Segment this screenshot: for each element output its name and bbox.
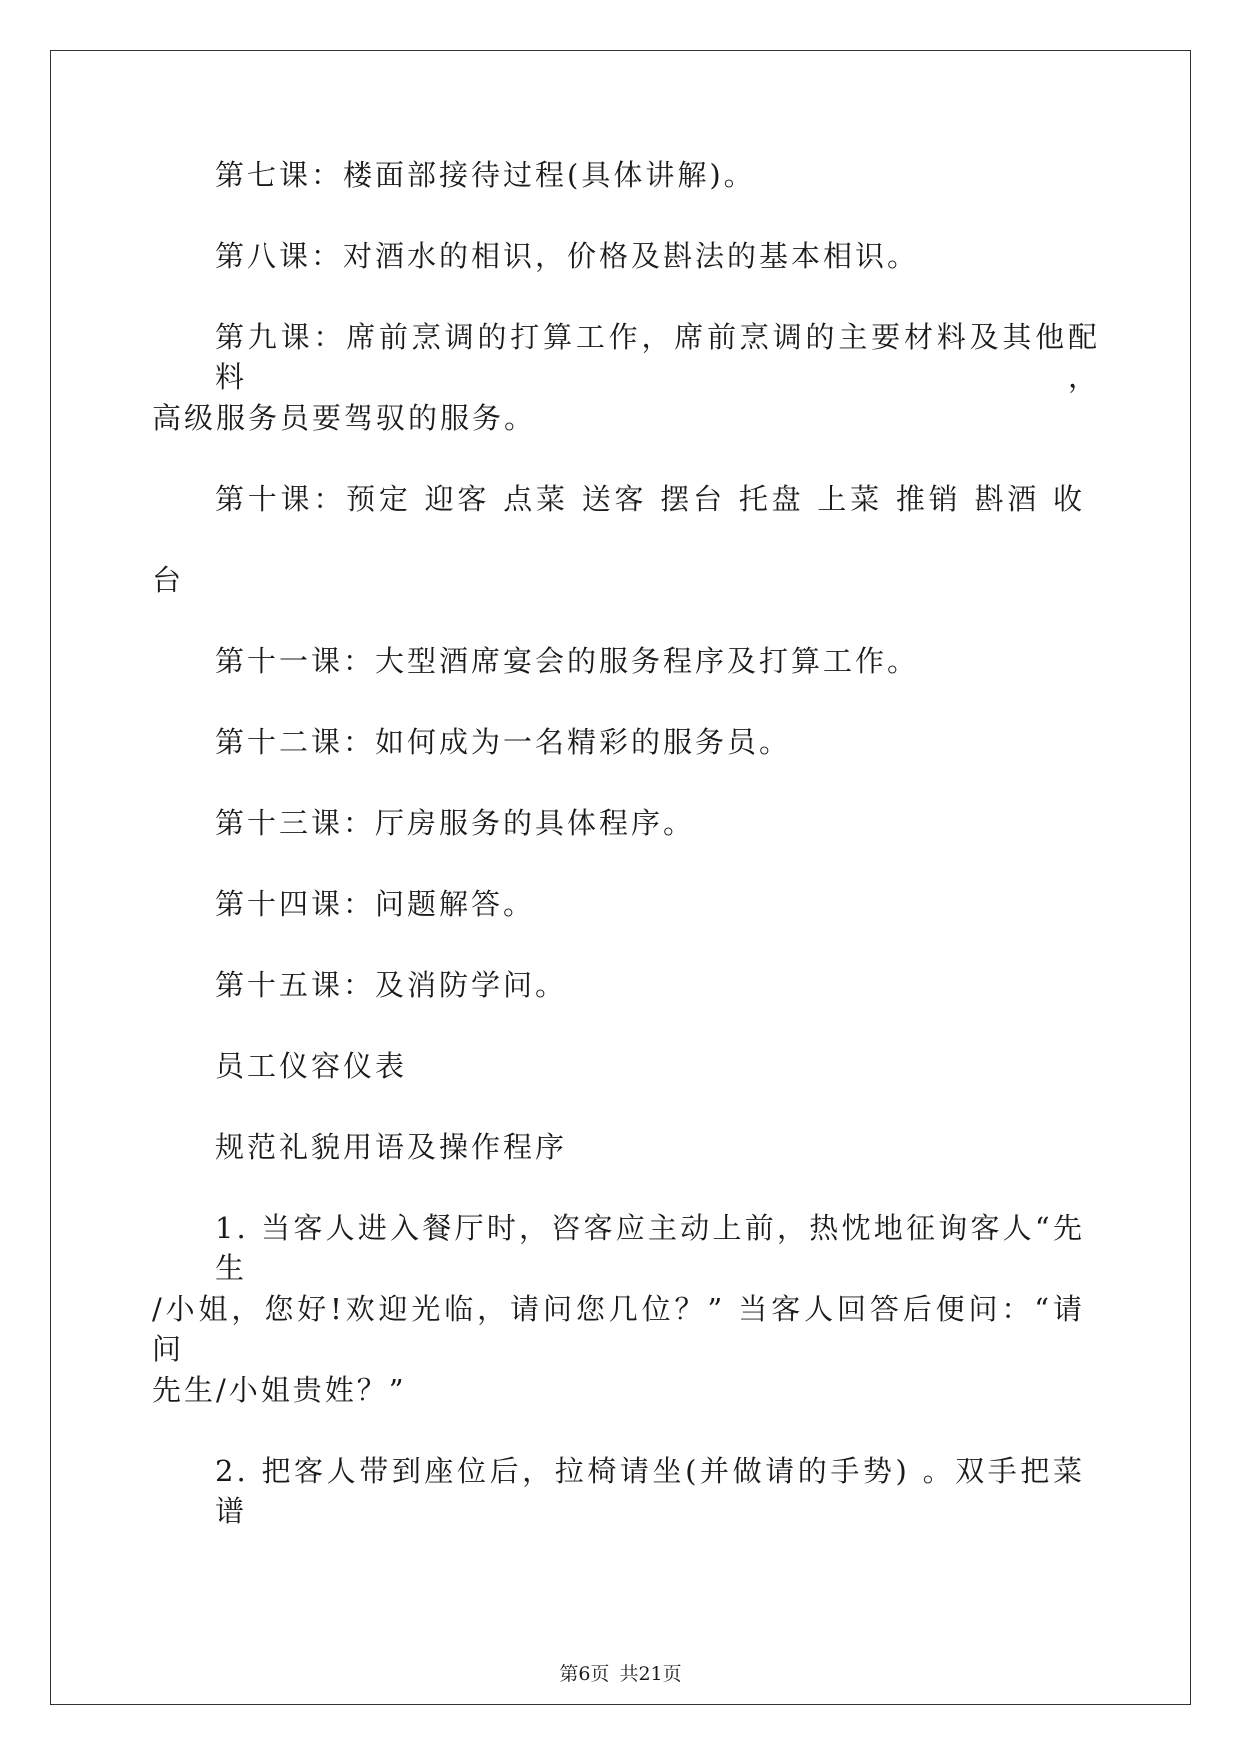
page-number-label: 第6页	[559, 1663, 610, 1685]
section-heading-etiquette: 规范礼貌用语及操作程序	[215, 1130, 568, 1164]
text-line-lesson-8: 第八课：对酒水的相识，价格及斟法的基本相识。	[215, 239, 920, 273]
text-line-lesson-15: 第十五课：及消防学问。	[215, 968, 568, 1002]
text-line-lesson-14: 第十四课：问题解答。	[215, 887, 536, 921]
text-line-lesson-9-cont: 高级服务员要驾驭的服务。	[152, 401, 537, 435]
text-line-item-1-end: 先生/小姐贵姓？”	[152, 1373, 407, 1407]
page-total-label: 共21页	[619, 1663, 682, 1685]
text-line-lesson-10: 第十课：预定 迎客 点菜 送客 摆台 托盘 上菜 推销 斟酒 收	[215, 482, 1085, 516]
text-line-item-1: 1. 当客人进入餐厅时，咨客应主动上前，热忱地征询客人“先生	[215, 1211, 1085, 1285]
text-line-lesson-9: 第九课：席前烹调的打算工作，席前烹调的主要材料及其他配料，	[215, 320, 1100, 394]
text-line-item-1-cont: /小姐，您好!欢迎光临，请问您几位？” 当客人回答后便问：“请问	[152, 1292, 1085, 1366]
text-line-item-2: 2. 把客人带到座位后，拉椅请坐(并做请的手势) 。双手把菜谱	[215, 1454, 1085, 1528]
text-line-lesson-13: 第十三课：厅房服务的具体程序。	[215, 806, 696, 840]
text-line-lesson-12: 第十二课：如何成为一名精彩的服务员。	[215, 725, 792, 759]
text-line-lesson-10-cont: 台	[152, 563, 185, 597]
text-line-lesson-11: 第十一课：大型酒席宴会的服务程序及打算工作。	[215, 644, 920, 678]
section-heading-appearance: 员工仪容仪表	[215, 1049, 408, 1083]
page-footer	[0, 1662, 1241, 1686]
text-line-lesson-7: 第七课：楼面部接待过程(具体讲解)。	[215, 158, 756, 192]
